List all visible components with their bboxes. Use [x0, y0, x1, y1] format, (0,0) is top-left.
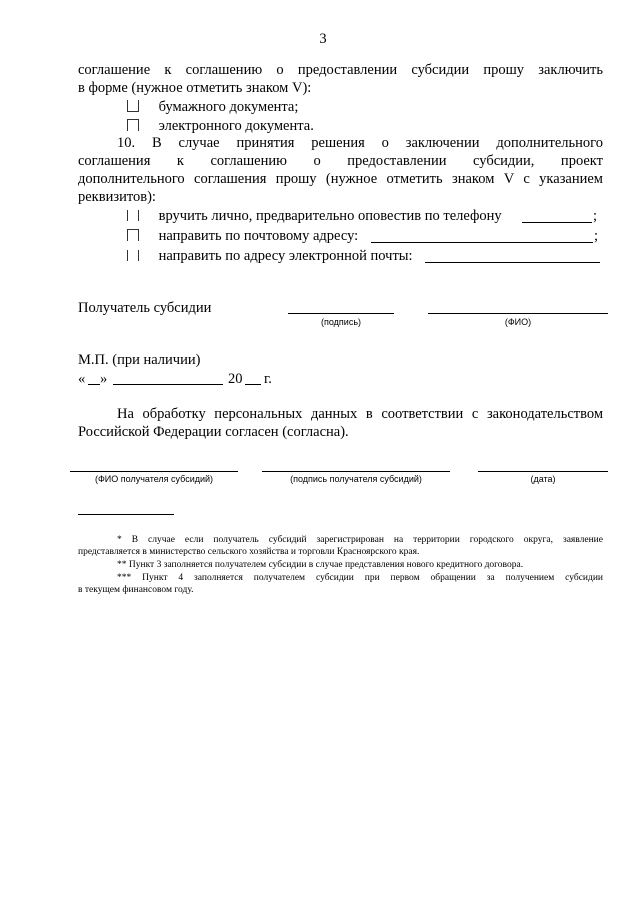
page-number: 3: [319, 31, 327, 47]
para10-line1: 10. В случае принятия решения о заключении дополнительного: [117, 135, 603, 151]
date-day-open: «: [78, 371, 86, 387]
consent-date-line[interactable]: [478, 471, 608, 472]
option-hand-delivery-label: вручить лично, предварительно оповестив по телефону: [158, 208, 502, 224]
footnote-2: ** Пункт 3 заполняется получателем субсидии в случае представления нового кредитного договора.: [117, 560, 524, 570]
option-electronic-label: электронного документа.: [158, 118, 314, 134]
signature-caption: (подпись): [320, 317, 362, 327]
footnote-3-line1: *** Пункт 4 заполняется получателем субсидии при первом обращении за получением субсидии: [117, 573, 603, 583]
date-year-prefix: 20: [228, 371, 243, 387]
option-email: [127, 247, 413, 265]
phone-blank-line[interactable]: [522, 222, 592, 223]
postal-blank-line[interactable]: [371, 242, 593, 243]
option-hand-delivery: [127, 207, 502, 225]
recipient-signature-line[interactable]: [288, 313, 394, 314]
phone-blank-end: ;: [593, 208, 598, 224]
consent-line2: Российской Федерации согласен (согласна).: [78, 424, 349, 440]
checkbox-electronic[interactable]: [127, 119, 139, 131]
footnote-1-line1: * В случае если получатель субсидий зарегистрирован на территории городского округа, заявление: [117, 535, 603, 545]
date-year-line[interactable]: [245, 384, 261, 385]
option-postal: [127, 227, 358, 245]
consent-signature-line[interactable]: [262, 471, 450, 472]
para9-line1: соглашение к соглашению о предоставлении субсидии прошу заключить: [78, 62, 603, 78]
date-day-line[interactable]: [88, 384, 100, 385]
consent-signature-caption: (подпись получателя субсидий): [290, 474, 422, 484]
recipient-label: Получатель субсидии: [78, 300, 212, 316]
footnote-3-line2: в текущем финансовом году.: [78, 585, 194, 595]
para10-line4: реквизитов):: [78, 189, 156, 205]
consent-date-caption: (дата): [530, 474, 556, 484]
footnote-separator: [78, 514, 174, 515]
date-year-suffix: г.: [264, 371, 272, 387]
postal-blank-end: ;: [594, 228, 599, 244]
checkbox-paper[interactable]: [127, 100, 139, 112]
consent-fio-line[interactable]: [70, 471, 238, 472]
checkbox-email[interactable]: [127, 250, 139, 261]
option-postal-label: направить по почтовому адресу:: [158, 228, 359, 244]
checkbox-postal[interactable]: [127, 229, 139, 241]
para9-line2: в форме (нужное отметить знаком V):: [78, 80, 312, 96]
consent-line1: На обработку персональных данных в соответствии с законодательством: [117, 406, 603, 422]
checkbox-hand-delivery[interactable]: [127, 210, 139, 221]
footnote-1-line2: представляется в министерство сельского хозяйства и торговли Красноярского края.: [78, 547, 420, 557]
stamp-label: М.П. (при наличии): [78, 352, 201, 368]
option-paper-label: бумажного документа;: [158, 99, 299, 115]
para10-line3: дополнительного соглашения прошу (нужное отметить знаком V с указанием: [78, 171, 603, 187]
option-paper: [127, 98, 298, 116]
date-day-close: »: [100, 371, 108, 387]
option-email-label: направить по адресу электронной почты:: [158, 248, 413, 264]
para10-line2: соглашения к соглашению о предоставлении субсидии, проект: [78, 153, 603, 169]
option-electronic: [127, 117, 314, 135]
date-month-line[interactable]: [113, 384, 223, 385]
consent-fio-caption: (ФИО получателя субсидий): [94, 474, 214, 484]
email-blank-line[interactable]: [425, 262, 600, 263]
fio-caption: (ФИО): [504, 317, 532, 327]
recipient-fio-line[interactable]: [428, 313, 608, 314]
